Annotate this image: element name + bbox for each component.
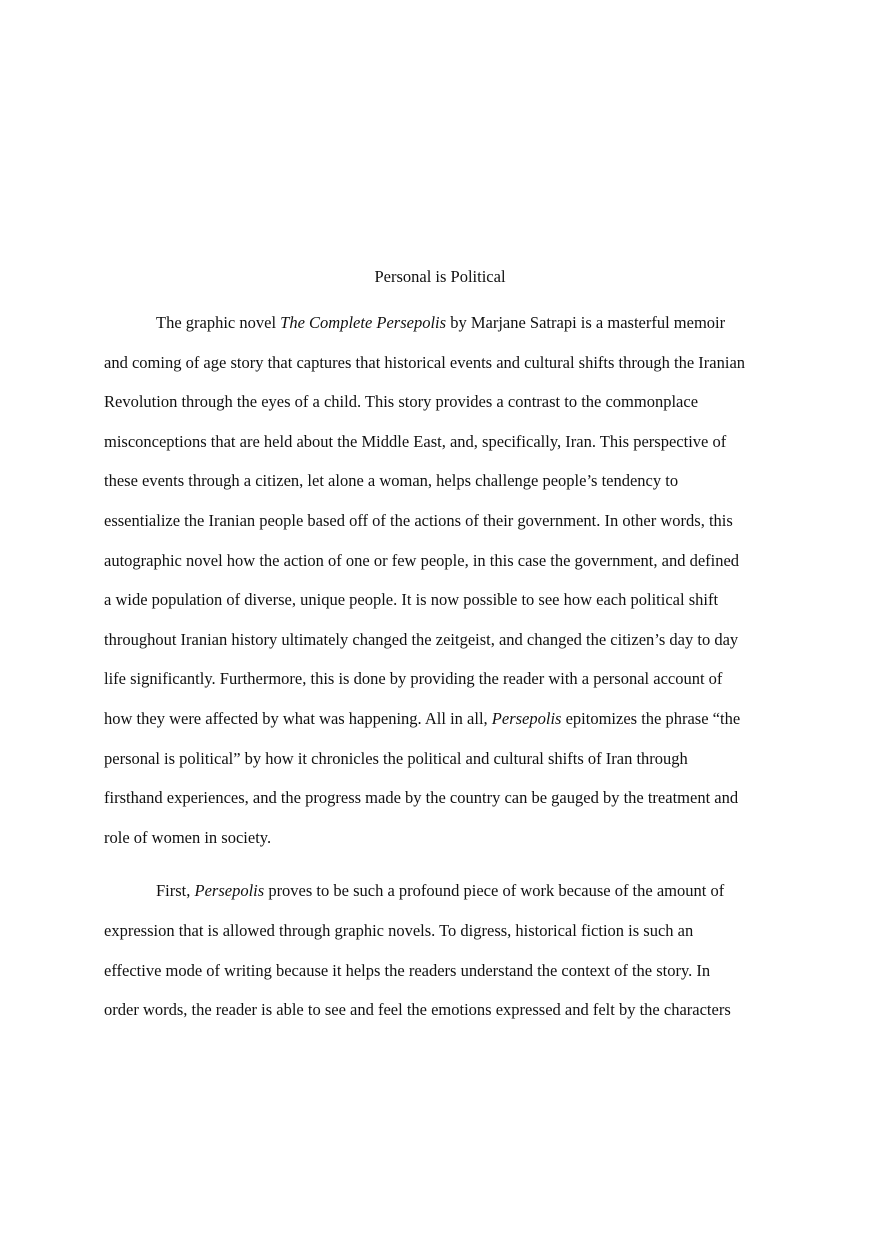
text-segment: life significantly. Furthermore, this is done by providing the reader with a personal account of — [104, 669, 723, 689]
text-segment: Revolution through the eyes of a child. This story provides a contrast to the commonplace — [104, 392, 699, 412]
text-line — [104, 664, 776, 704]
text-line — [104, 916, 776, 956]
text-line — [104, 995, 776, 1035]
text-segment: role of women in society. — [104, 827, 272, 847]
text-line — [104, 744, 776, 784]
text-segment: personal is political” by how it chronicles the political and cultural shifts of Iran through — [104, 748, 688, 768]
text-line — [104, 348, 776, 388]
text-line — [104, 466, 776, 506]
text-line — [104, 387, 776, 427]
text-line — [104, 876, 776, 916]
italic-title-text: Persepolis — [491, 708, 562, 728]
essay-body — [104, 262, 776, 1049]
text-segment: throughout Iranian history ultimately changed the zeitgeist, and changed the citizen’s day to day — [104, 629, 739, 649]
text-segment: a wide population of diverse, unique people. It is now possible to see how each political shift — [104, 590, 719, 610]
text-segment: expression that is allowed through graphic novels. To digress, historical fiction is such an — [104, 920, 694, 940]
text-segment: effective mode of writing because it helps the readers understand the context of the story. In — [104, 960, 711, 980]
text-line — [104, 823, 776, 863]
essay-paragraphs — [104, 308, 776, 1035]
text-segment: The graphic novel — [156, 313, 281, 332]
text-segment: epitomizes the phrase “the — [561, 708, 741, 728]
text-segment: and coming of age story that captures that historical events and cultural shifts through the Iranian — [104, 352, 746, 372]
text-line — [104, 704, 776, 744]
text-line — [104, 956, 776, 996]
text-line — [104, 585, 776, 625]
italic-title-text: The Complete Persepolis — [280, 313, 447, 332]
essay-title: Personal is Political — [374, 267, 506, 286]
paragraph — [104, 876, 776, 1034]
text-line — [104, 308, 776, 348]
text-segment: essentialize the Iranian people based off of the actions of their government. In other words, this — [104, 510, 733, 530]
paragraph — [104, 308, 776, 862]
text-segment: by Marjane Satrapi is a masterful memoir — [446, 313, 726, 332]
text-line — [104, 625, 776, 665]
text-segment: how they were affected by what was happening. All in all, — [104, 708, 492, 728]
text-line — [104, 427, 776, 467]
text-segment: proves to be such a profound piece of work because of the amount of — [264, 881, 725, 901]
italic-title-text: Persepolis — [194, 881, 265, 901]
text-segment: firsthand experiences, and the progress made by the country can be gauged by the treatment and — [104, 788, 739, 808]
text-segment: misconceptions that are held about the Middle East, and, specifically, Iran. This perspective of — [104, 431, 727, 451]
text-line — [104, 506, 776, 546]
text-segment: First, — [156, 881, 195, 901]
text-segment: order words, the reader is able to see and feel the emotions expressed and felt by the characters — [104, 1000, 731, 1020]
text-line — [104, 783, 776, 823]
text-segment: autographic novel how the action of one or few people, in this case the government, and defined — [104, 550, 740, 570]
text-line — [104, 546, 776, 586]
text-segment: these events through a citizen, let alone a woman, helps challenge people’s tendency to — [104, 471, 679, 491]
